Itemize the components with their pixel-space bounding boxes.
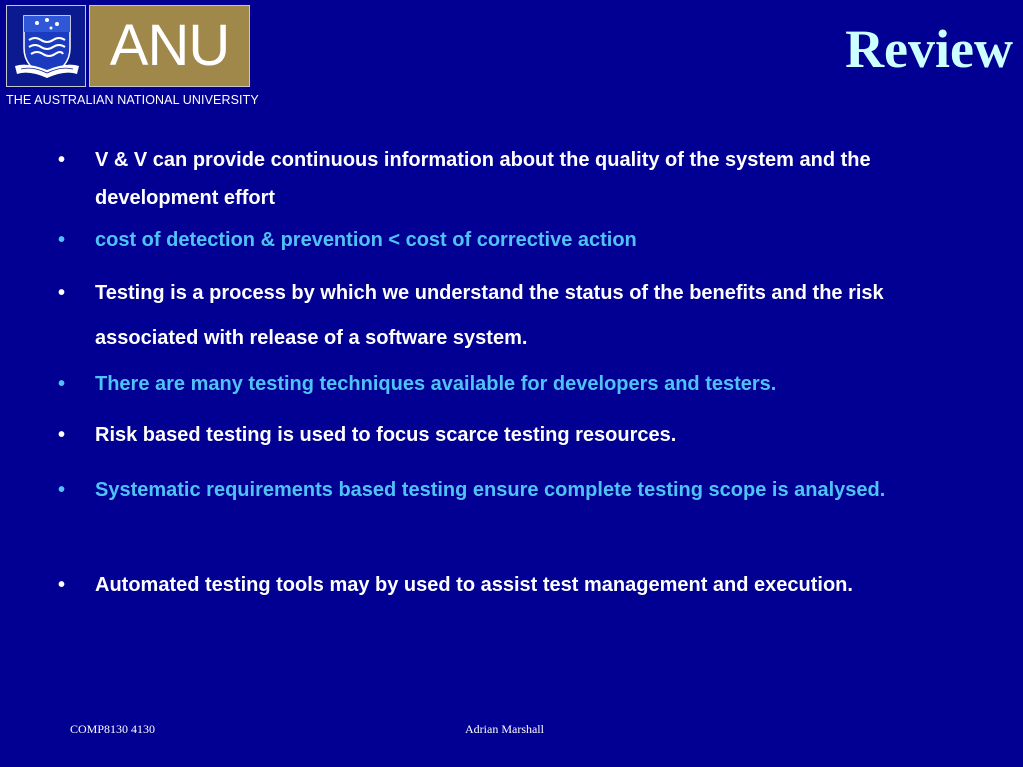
bullet-marker: •	[58, 149, 66, 171]
bullet-marker: •	[58, 424, 66, 446]
university-name: THE AUSTRALIAN NATIONAL UNIVERSITY	[6, 93, 259, 107]
bullet-text: Systematic requirements based testing ensure complete testing scope is analysed.	[95, 479, 886, 501]
bullet-text: cost of detection & prevention < cost of corrective action	[95, 229, 637, 251]
bullet-text: Automated testing tools may by used to assist test management and execution.	[95, 574, 853, 596]
bullet-text: Risk based testing is used to focus scarce testing resources.	[95, 424, 677, 446]
bullet-text: Testing is a process by which we understand the status of the benefits and the risk associated with release of a software system.	[95, 282, 884, 349]
anu-logo	[6, 5, 259, 109]
bullet-marker: •	[58, 373, 66, 395]
anu-crest-icon	[6, 5, 86, 87]
bullet-marker: •	[58, 229, 66, 251]
bullet-text: There are many testing techniques available for developers and testers.	[95, 373, 777, 395]
bullet-marker: •	[58, 479, 66, 501]
anu-wordmark: ANU	[89, 5, 250, 87]
bullet-text: V & V can provide continuous information about the quality of the system and the development effort	[95, 149, 871, 209]
footer-course: COMP8130 4130	[70, 722, 156, 736]
bullet-marker: •	[58, 574, 66, 596]
footer-author: Adrian Marshall	[465, 722, 544, 736]
slide-title: Review	[845, 19, 1013, 79]
bullet-marker: •	[58, 282, 66, 304]
